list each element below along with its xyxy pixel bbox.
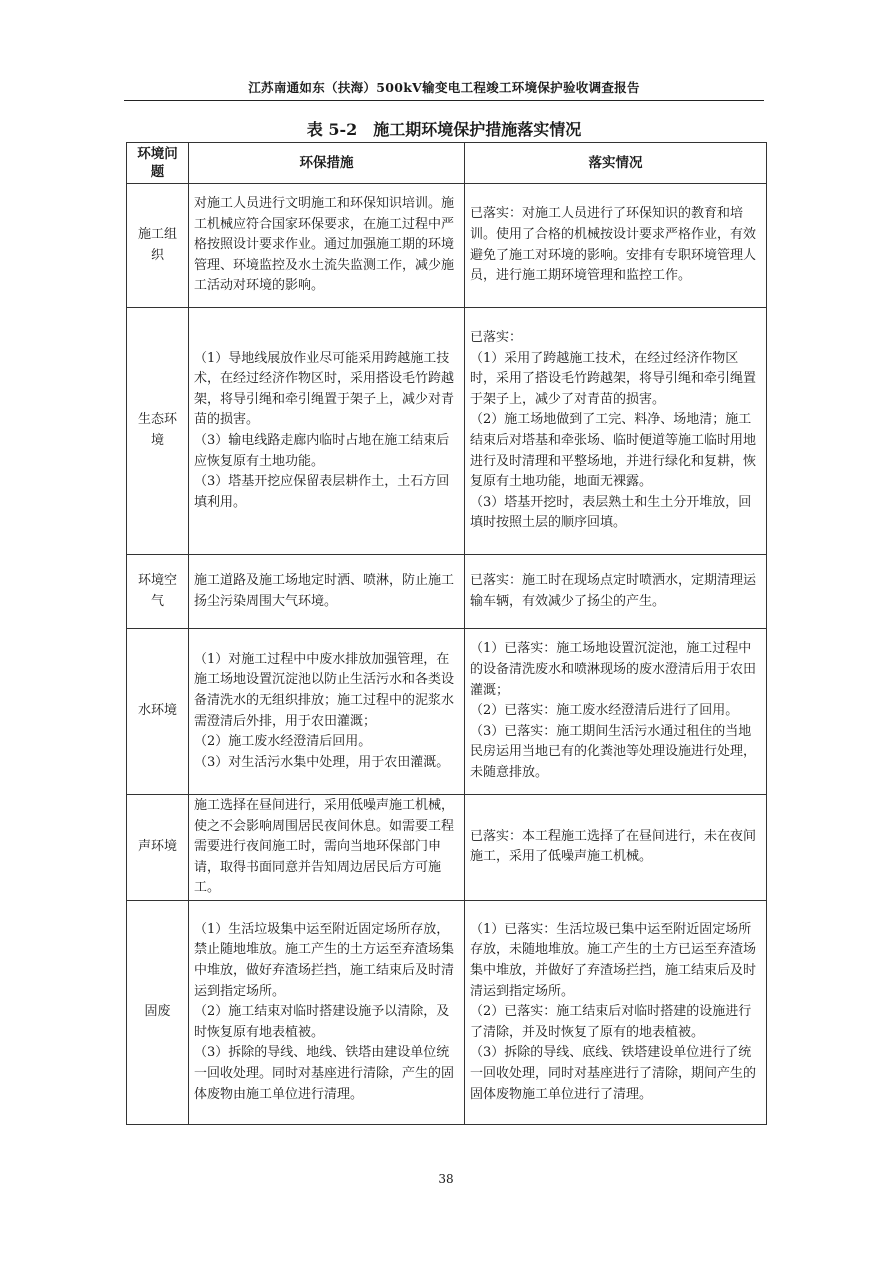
measure-text: （1）导地线展放作业尽可能采用跨越施工技术，在经过经济作物区时，采用搭设毛竹跨越架，将导引绳和牵引绳置于架子上，减少对青苗的损害。 <box>194 350 455 428</box>
status-text: 已落实： <box>470 330 523 346</box>
measure-text: （1）对施工过程中中废水排放加强管理，在施工场地设置沉淀池以防止生活污水和各类设备清洗水的无组织排放；施工过程中的泥浆水需澄清后外排，用于农田灌溉； <box>194 651 455 729</box>
issue-cell: 施工组织 <box>127 184 189 308</box>
measure-text: （3）输电线路走廊内临时占地在施工结束后应恢复原有土地功能。 <box>194 433 450 469</box>
table-title: 表 5-2 施工期环境保护措施落实情况 <box>306 120 582 139</box>
measure-text: （2）施工废水经澄清后回用。 <box>194 734 372 750</box>
issue-cell: 环境空气 <box>127 555 189 629</box>
column-header-issue: 环境问题 <box>127 143 189 184</box>
status-text: 已落实：施工时在现场点定时喷洒水，定期清理运输车辆，有效减少了扬尘的产生。 <box>470 572 757 609</box>
issue-cell: 生态环境 <box>127 308 189 555</box>
header-divider <box>124 100 764 101</box>
issue-cell: 水环境 <box>127 629 189 795</box>
table-header-row <box>127 143 767 184</box>
table-row <box>127 555 767 629</box>
status-cell <box>465 629 767 795</box>
status-text: （3）拆除的导线、底线、铁塔建设单位进行了统一回收处理，同时对基座进行了清除，期间产生的固体废物施工单位进行了清理。 <box>470 1045 757 1102</box>
status-text: （1）已落实：生活垃圾已集中运至附近固定场所存放，未随地堆放。施工产生的土方已运至弃渣场集中堆放，并做好了弃渣场拦挡，施工结束后及时清运到指定场所。 <box>470 921 757 999</box>
measure-text: （3）对生活污水集中处理，用于农田灌溉。 <box>194 754 450 770</box>
status-cell <box>465 184 767 308</box>
issue-cell: 声环境 <box>127 795 189 901</box>
measures-cell <box>189 555 465 629</box>
measure-text: 施工道路及施工场地定时洒、喷淋，防止施工扬尘污染周围大气环境。 <box>194 572 455 609</box>
status-text: 已落实：本工程施工选择了在昼间进行，未在夜间施工，采用了低噪声施工机械。 <box>470 828 757 865</box>
measure-text: （2）施工结束对临时搭建设施予以清除，及时恢复原有地表植被。 <box>194 1004 450 1040</box>
document-header: 江苏南通如东（扶海）500kV输变电工程竣工环境保护验收调查报告 <box>248 80 640 95</box>
table-row <box>127 308 767 555</box>
measures-cell <box>189 900 465 1124</box>
issue-cell: 固废 <box>127 900 189 1124</box>
status-cell <box>465 795 767 901</box>
measures-cell <box>189 184 465 308</box>
measure-text: （3）拆除的导线、地线、铁塔由建设单位统一回收处理。同时对基座进行清除，产生的固体废物由施工单位进行清理。 <box>194 1045 455 1102</box>
status-text: （2）已落实：施工结束后对临时搭建的设施进行了清除，并及时恢复了原有的地表植被。 <box>470 1004 752 1040</box>
table-row <box>127 900 767 1124</box>
status-text: 已落实：对施工人员进行了环保知识的教育和培训。使用了合格的机械按设计要求严格作业，有效避免了施工对环境的影响。安排有专职环境管理人员，进行施工期环境管理和监控工作。 <box>470 206 757 284</box>
status-text: （1）采用了跨越施工技术，在经过经济作物区时，采用了搭设毛竹跨越架，将导引绳和牵引绳置于架子上，减少了对青苗的损害。 <box>470 350 757 407</box>
measures-table <box>126 142 767 1125</box>
measure-text: （3）塔基开挖应保留表层耕作土，土石方回填利用。 <box>194 474 450 510</box>
status-text: （3）塔基开挖时，表层熟土和生土分开堆放，回填时按照土层的顺序回填。 <box>470 494 752 531</box>
table-row <box>127 795 767 901</box>
measure-text: 施工选择在昼间进行，采用低噪声施工机械，使之不会影响周围居民夜间休息。如需要工程需要进行夜间施工时，需向当地环保部门申请，取得书面同意并告知周边居民后方可施工。 <box>194 798 455 896</box>
page-number: 38 <box>438 1172 454 1186</box>
status-cell <box>465 555 767 629</box>
status-text: （2）施工场地做到了工完、料净、场地清；施工结束后对塔基和牵张场、临时便道等施工临时用地进行及时清理和平整场地，并进行绿化和复耕，恢复原有土地功能，地面无裸露。 <box>470 412 757 490</box>
measures-cell <box>189 308 465 555</box>
measure-text: （1）生活垃圾集中运至附近固定场所存放，禁止随地堆放。施工产生的土方运至弃渣场集中堆放，做好弃渣场拦挡，施工结束后及时清运到指定场所。 <box>194 921 455 999</box>
measures-cell <box>189 795 465 901</box>
column-header-status: 落实情况 <box>465 143 767 184</box>
status-text: （1）已落实：施工场地设置沉淀池，施工过程中的设备清洗废水和喷淋现场的废水澄清后用于农田灌溉； <box>470 641 757 698</box>
measures-cell <box>189 629 465 795</box>
status-cell <box>465 308 767 555</box>
status-cell <box>465 900 767 1124</box>
measure-text: 对施工人员进行文明施工和环保知识培训。施工机械应符合国家环保要求，在施工过程中严格按照设计要求作业。通过加强施工期的环境管理、环境监控及水土流失监测工作，减少施工活动对环境的影响。 <box>194 196 455 294</box>
table-row <box>127 184 767 308</box>
table-row <box>127 629 767 795</box>
status-text: （3）已落实：施工期间生活污水通过租住的当地民房运用当地已有的化粪池等处理设施进行处理，未随意排放。 <box>470 723 757 780</box>
column-header-measures: 环保措施 <box>189 143 465 184</box>
status-text: （2）已落实：施工废水经澄清后进行了回用。 <box>470 703 739 719</box>
